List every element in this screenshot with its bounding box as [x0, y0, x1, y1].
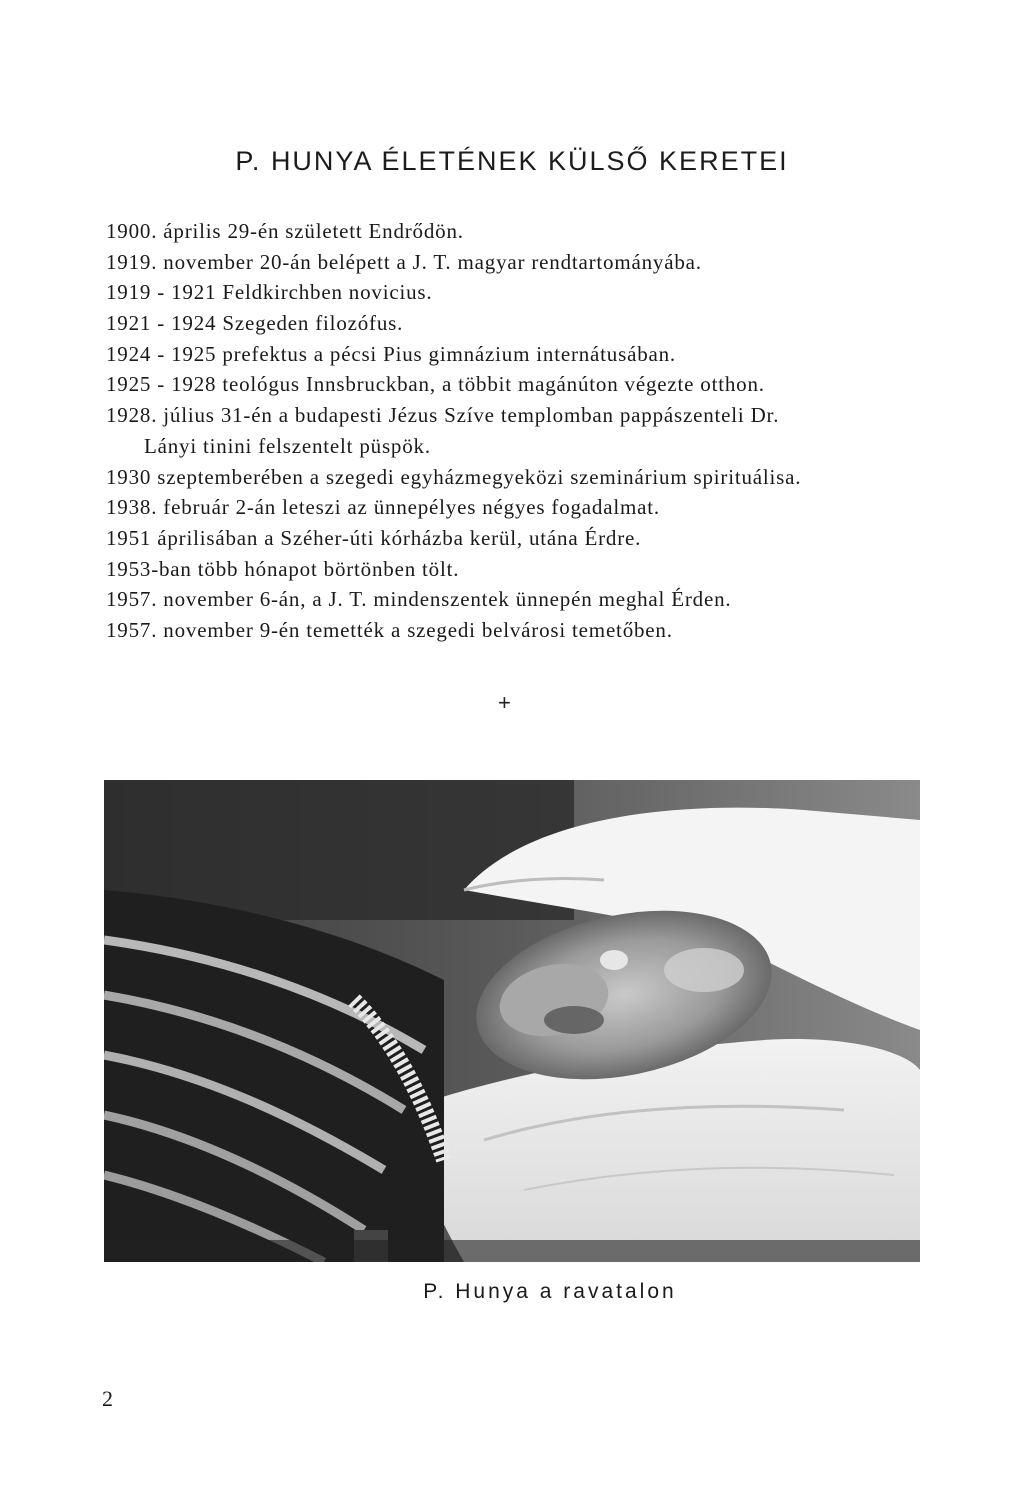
- chronology-entry-continuation: Lányi tinini felszentelt püspök.: [144, 433, 431, 458]
- chronology-entry: 1900. április 29-én született Endrődön.: [106, 219, 464, 243]
- chronology-entry: 1951 áprilisában a Széher-úti kórházba kerül, utána Érdre.: [106, 525, 642, 550]
- chronology-entry: 1957. november 9-én temették a szegedi belvárosi temetőben.: [106, 617, 673, 642]
- chronology-entry: 1928. július 31-én a budapesti Jézus Szíve templomban pappászenteli Dr.: [106, 403, 780, 428]
- page-number: 2: [102, 1386, 113, 1411]
- funeral-photograph: [104, 780, 920, 1262]
- chronology-entry: 1930 szeptemberében a szegedi egyházmegyeközi szeminárium spirituálisa.: [106, 464, 802, 489]
- chronology-entry: 1921 - 1924 Szegeden filozófus.: [106, 311, 404, 336]
- chronology-entry: 1919 - 1921 Feldkirchben novicius.: [106, 280, 433, 305]
- chronology-entry: 1925 - 1928 teológus Innsbruckban, a többit magánúton végezte otthon.: [106, 372, 765, 397]
- chronology-entry: 1957. november 6-án, a J. T. mindenszentek ünnepén meghal Érden.: [106, 587, 732, 612]
- chronology-entry: 1938. február 2-án leteszi az ünnepélyes négyes fogadalmat.: [106, 495, 660, 520]
- chronology-list: [106, 216, 801, 646]
- page-title: P. HUNYA ÉLETÉNEK KÜLSŐ KERETEI: [235, 146, 789, 176]
- chronology-entry: 1924 - 1925 prefektus a pécsi Pius gimnázium internátusában.: [106, 341, 676, 366]
- photo-caption: P. Hunya a ravatalon: [423, 1280, 677, 1303]
- chronology-entry: 1919. november 20-án belépett a J. T. magyar rendtartományába.: [106, 249, 702, 274]
- cross-symbol: +: [498, 690, 511, 715]
- chronology-entry: 1953-ban több hónapot börtönben tölt.: [106, 556, 460, 581]
